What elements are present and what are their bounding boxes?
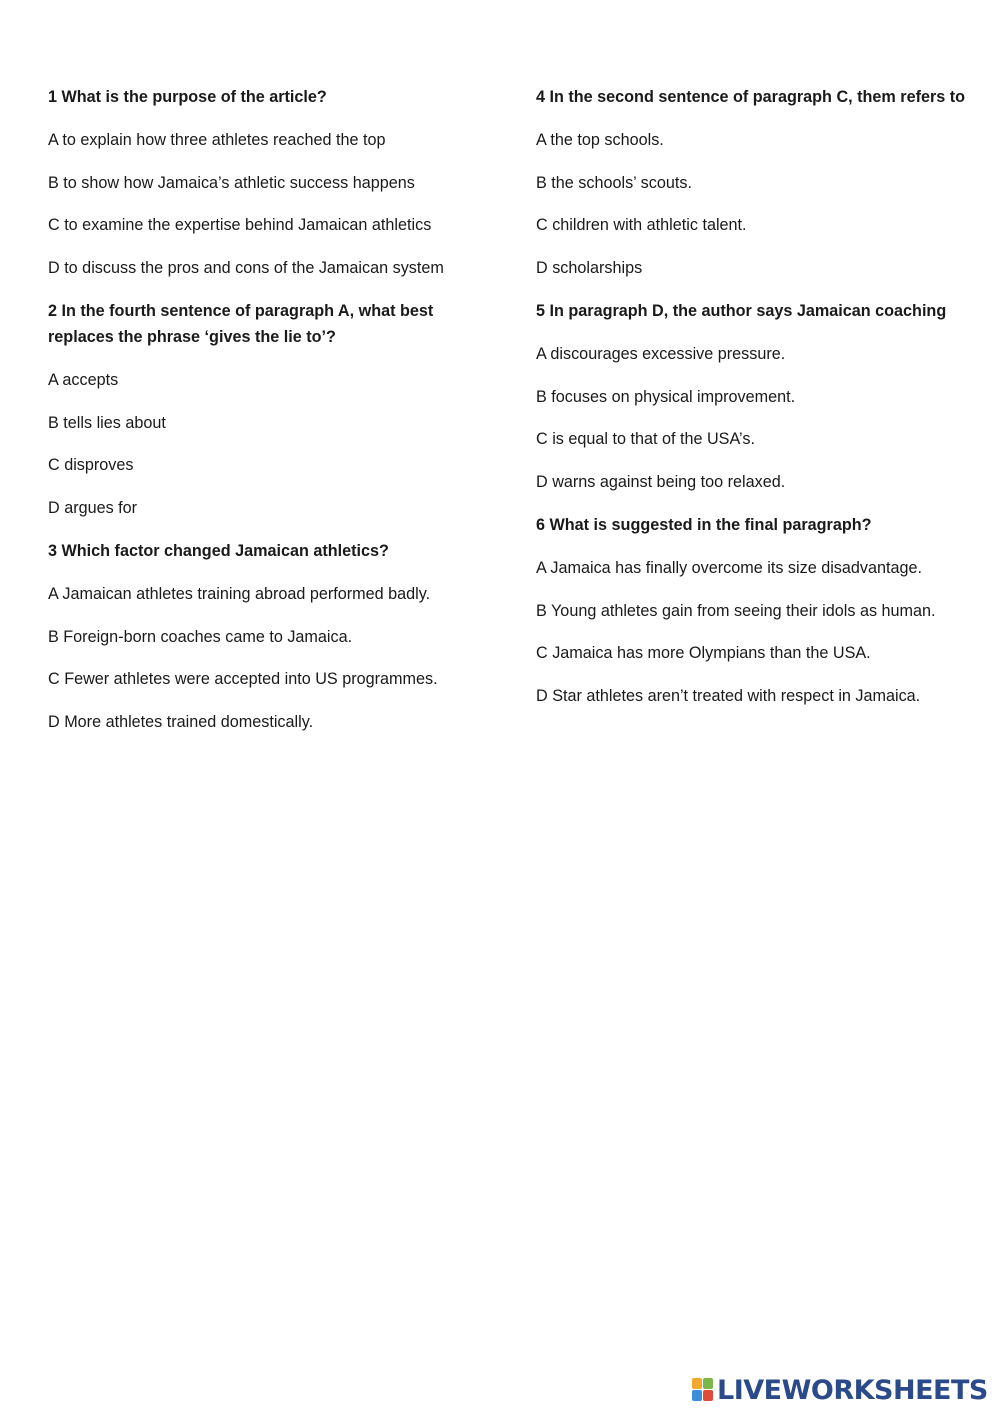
answer-option[interactable]: B to show how Jamaica’s athletic success happens [48, 173, 415, 192]
answer-option[interactable]: C to examine the expertise behind Jamaican athletics [48, 216, 432, 235]
answer-option[interactable]: B focuses on physical improvement. [536, 387, 796, 406]
question-block-3 [48, 538, 493, 735]
answer-option[interactable]: B tells lies about [48, 413, 166, 432]
answer-option[interactable]: C disproves [48, 456, 134, 475]
answer-option[interactable]: D More athletes trained domestically. [48, 713, 314, 732]
answer-option[interactable]: A the top schools. [536, 130, 664, 149]
question-block-2 [48, 298, 493, 521]
question-text: 2 In the fourth sentence of paragraph A, what best replaces the phrase ‘gives the lie to’? [48, 301, 434, 346]
question-block-5 [536, 298, 986, 495]
liveworksheets-logo-icon [692, 1378, 713, 1402]
question-text: 3 Which factor changed Jamaican athletics? [48, 541, 389, 560]
right-question-column [536, 84, 986, 726]
question-block-1 [48, 84, 493, 281]
logo-text: LIVEWORKSHEETS [717, 1374, 988, 1406]
answer-option[interactable]: D to discuss the pros and cons of the Jamaican system [48, 259, 444, 278]
answer-option[interactable]: A Jamaican athletes training abroad performed badly. [48, 584, 431, 603]
answer-option[interactable]: D argues for [48, 499, 138, 518]
answer-option[interactable]: B Foreign-born coaches came to Jamaica. [48, 627, 353, 646]
question-text: 6 What is suggested in the final paragraph? [536, 515, 872, 534]
question-block-6 [536, 512, 986, 709]
answer-option[interactable]: A accepts [48, 370, 119, 389]
answer-option[interactable]: D Star athletes aren’t treated with respect in Jamaica. [536, 687, 921, 706]
liveworksheets-logo [692, 1375, 988, 1405]
answer-option[interactable]: C is equal to that of the USA’s. [536, 430, 755, 449]
answer-option[interactable]: B the schools’ scouts. [536, 173, 692, 192]
logo-tile [703, 1378, 713, 1389]
answer-option[interactable]: B Young athletes gain from seeing their idols as human. [536, 601, 936, 620]
logo-tile [703, 1390, 713, 1401]
answer-option[interactable]: C Fewer athletes were accepted into US programmes. [48, 670, 438, 689]
answer-option[interactable]: D warns against being too relaxed. [536, 473, 786, 492]
logo-tile [692, 1390, 702, 1401]
answer-option[interactable]: A discourages excessive pressure. [536, 344, 786, 363]
logo-tile [692, 1378, 702, 1389]
answer-option[interactable]: D scholarships [536, 259, 643, 278]
question-text: 5 In paragraph D, the author says Jamaican coaching [536, 301, 947, 320]
answer-option[interactable]: A Jamaica has finally overcome its size disadvantage. [536, 558, 922, 577]
question-block-4 [536, 84, 986, 281]
question-text: 4 In the second sentence of paragraph C, them refers to [536, 88, 966, 106]
question-text: 1 What is the purpose of the article? [48, 88, 327, 106]
answer-option[interactable]: A to explain how three athletes reached the top [48, 130, 386, 149]
answer-option[interactable]: C Jamaica has more Olympians than the USA. [536, 644, 871, 663]
left-question-column [48, 84, 493, 752]
answer-option[interactable]: C children with athletic talent. [536, 216, 747, 235]
